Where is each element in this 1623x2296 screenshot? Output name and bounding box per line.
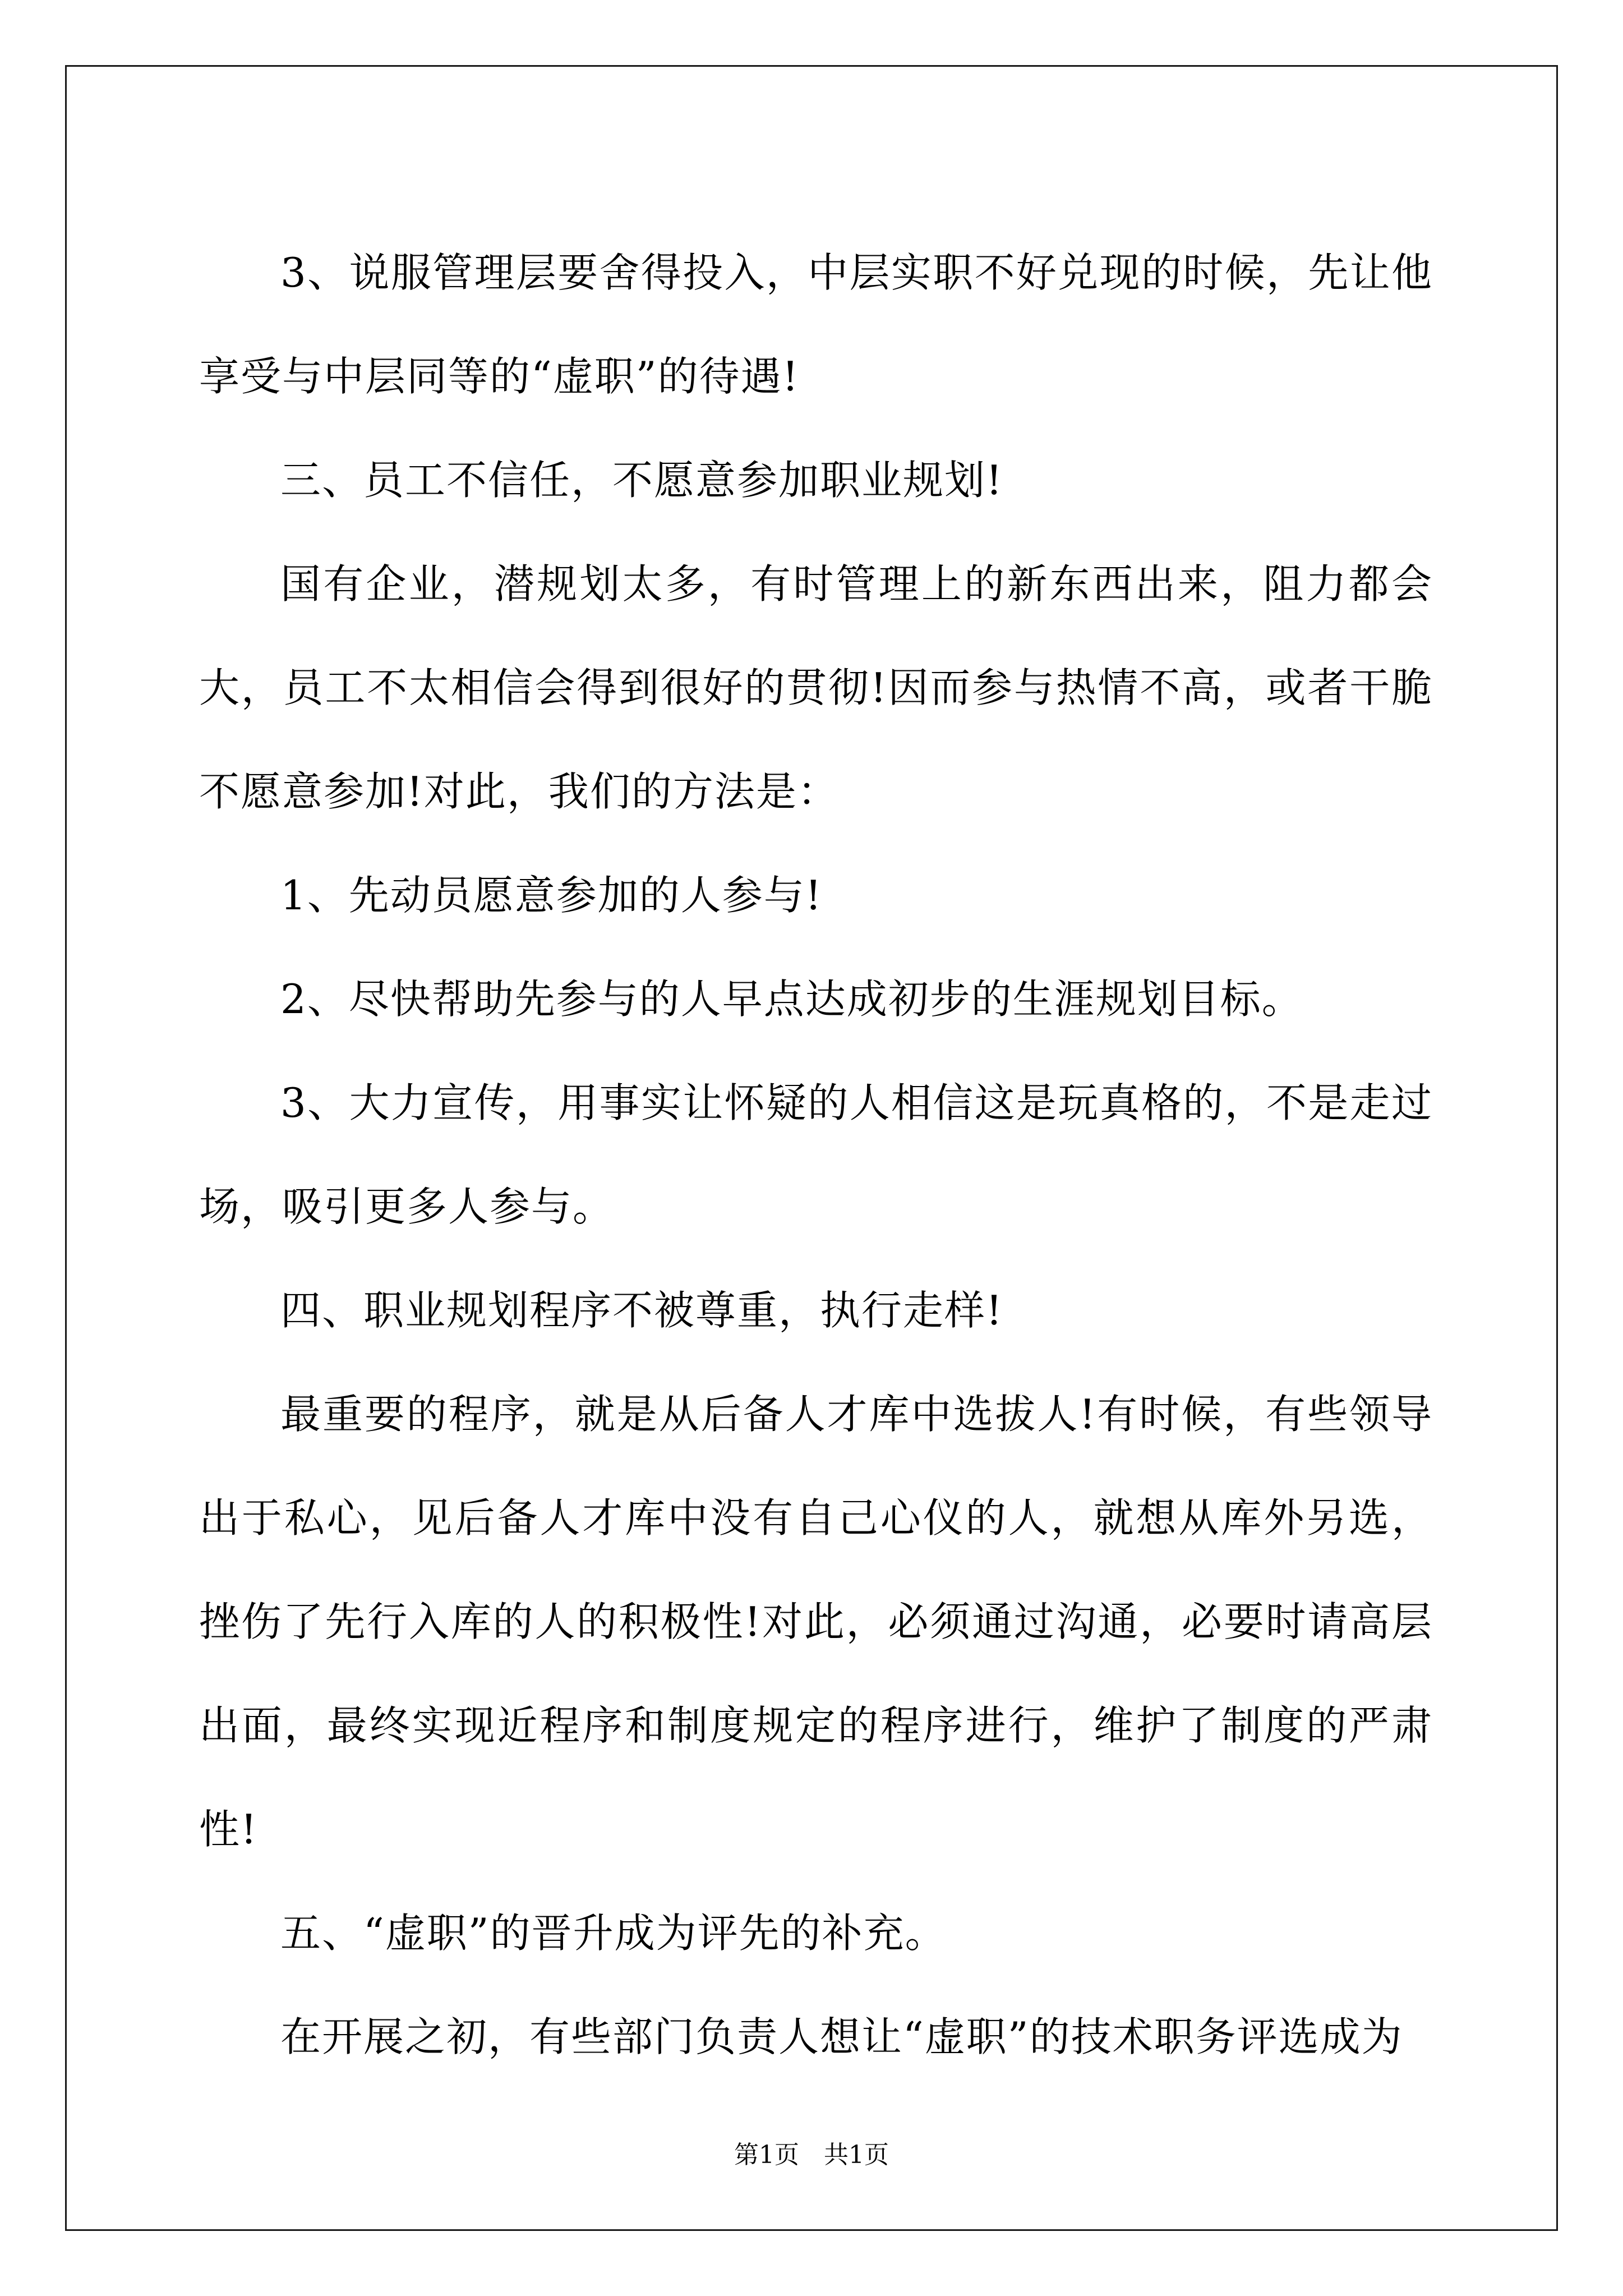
paragraph: 最重要的程序，就是从后备人才库中选拔人!有时候，有些领导出于私心，见后备人才库中没有自己心仪的人，就想从库外另选，挫伤了先行入库的人的积极性!对此，必须通过沟通，必要时请高层出面，最终实现近程序和制度规定的程序进行，维护了制度的严肃性! [199,1391,1433,1853]
section-heading: 三、员工不信任，不愿意参加职业规划! [280,457,1003,504]
paragraph: 在开展之初，有些部门负责人想让“虚职”的技术职务评选成为 [280,2013,1403,2060]
document-body [199,221,1433,2089]
section-heading: 四、职业规划程序不被尊重，执行走样! [280,1287,1003,1334]
section-heading: 五、“虚职”的晋升成为评先的补充。 [280,1910,947,1957]
list-item: 3、大力宣传，用事实让怀疑的人相信这是玩真格的，不是走过场，吸引更多人参与。 [199,1079,1433,1230]
paragraph: 国有企业，潜规划太多，有时管理上的新东西出来，阻力都会大，员工不太相信会得到很好的贯彻!因而参与热情不高，或者干脆不愿意参加!对此，我们的方法是： [199,560,1433,815]
list-item: 2、尽快帮助先参与的人早点达成初步的生涯规划目标。 [280,976,1303,1023]
paragraph: 3、说服管理层要舍得投入，中层实职不好兑现的时候，先让他享受与中层同等的“虚职”的待遇! [199,249,1433,400]
page-footer: 第1页 共1页 [734,2141,889,2169]
list-item: 1、先动员愿意参加的人参与! [280,872,823,919]
